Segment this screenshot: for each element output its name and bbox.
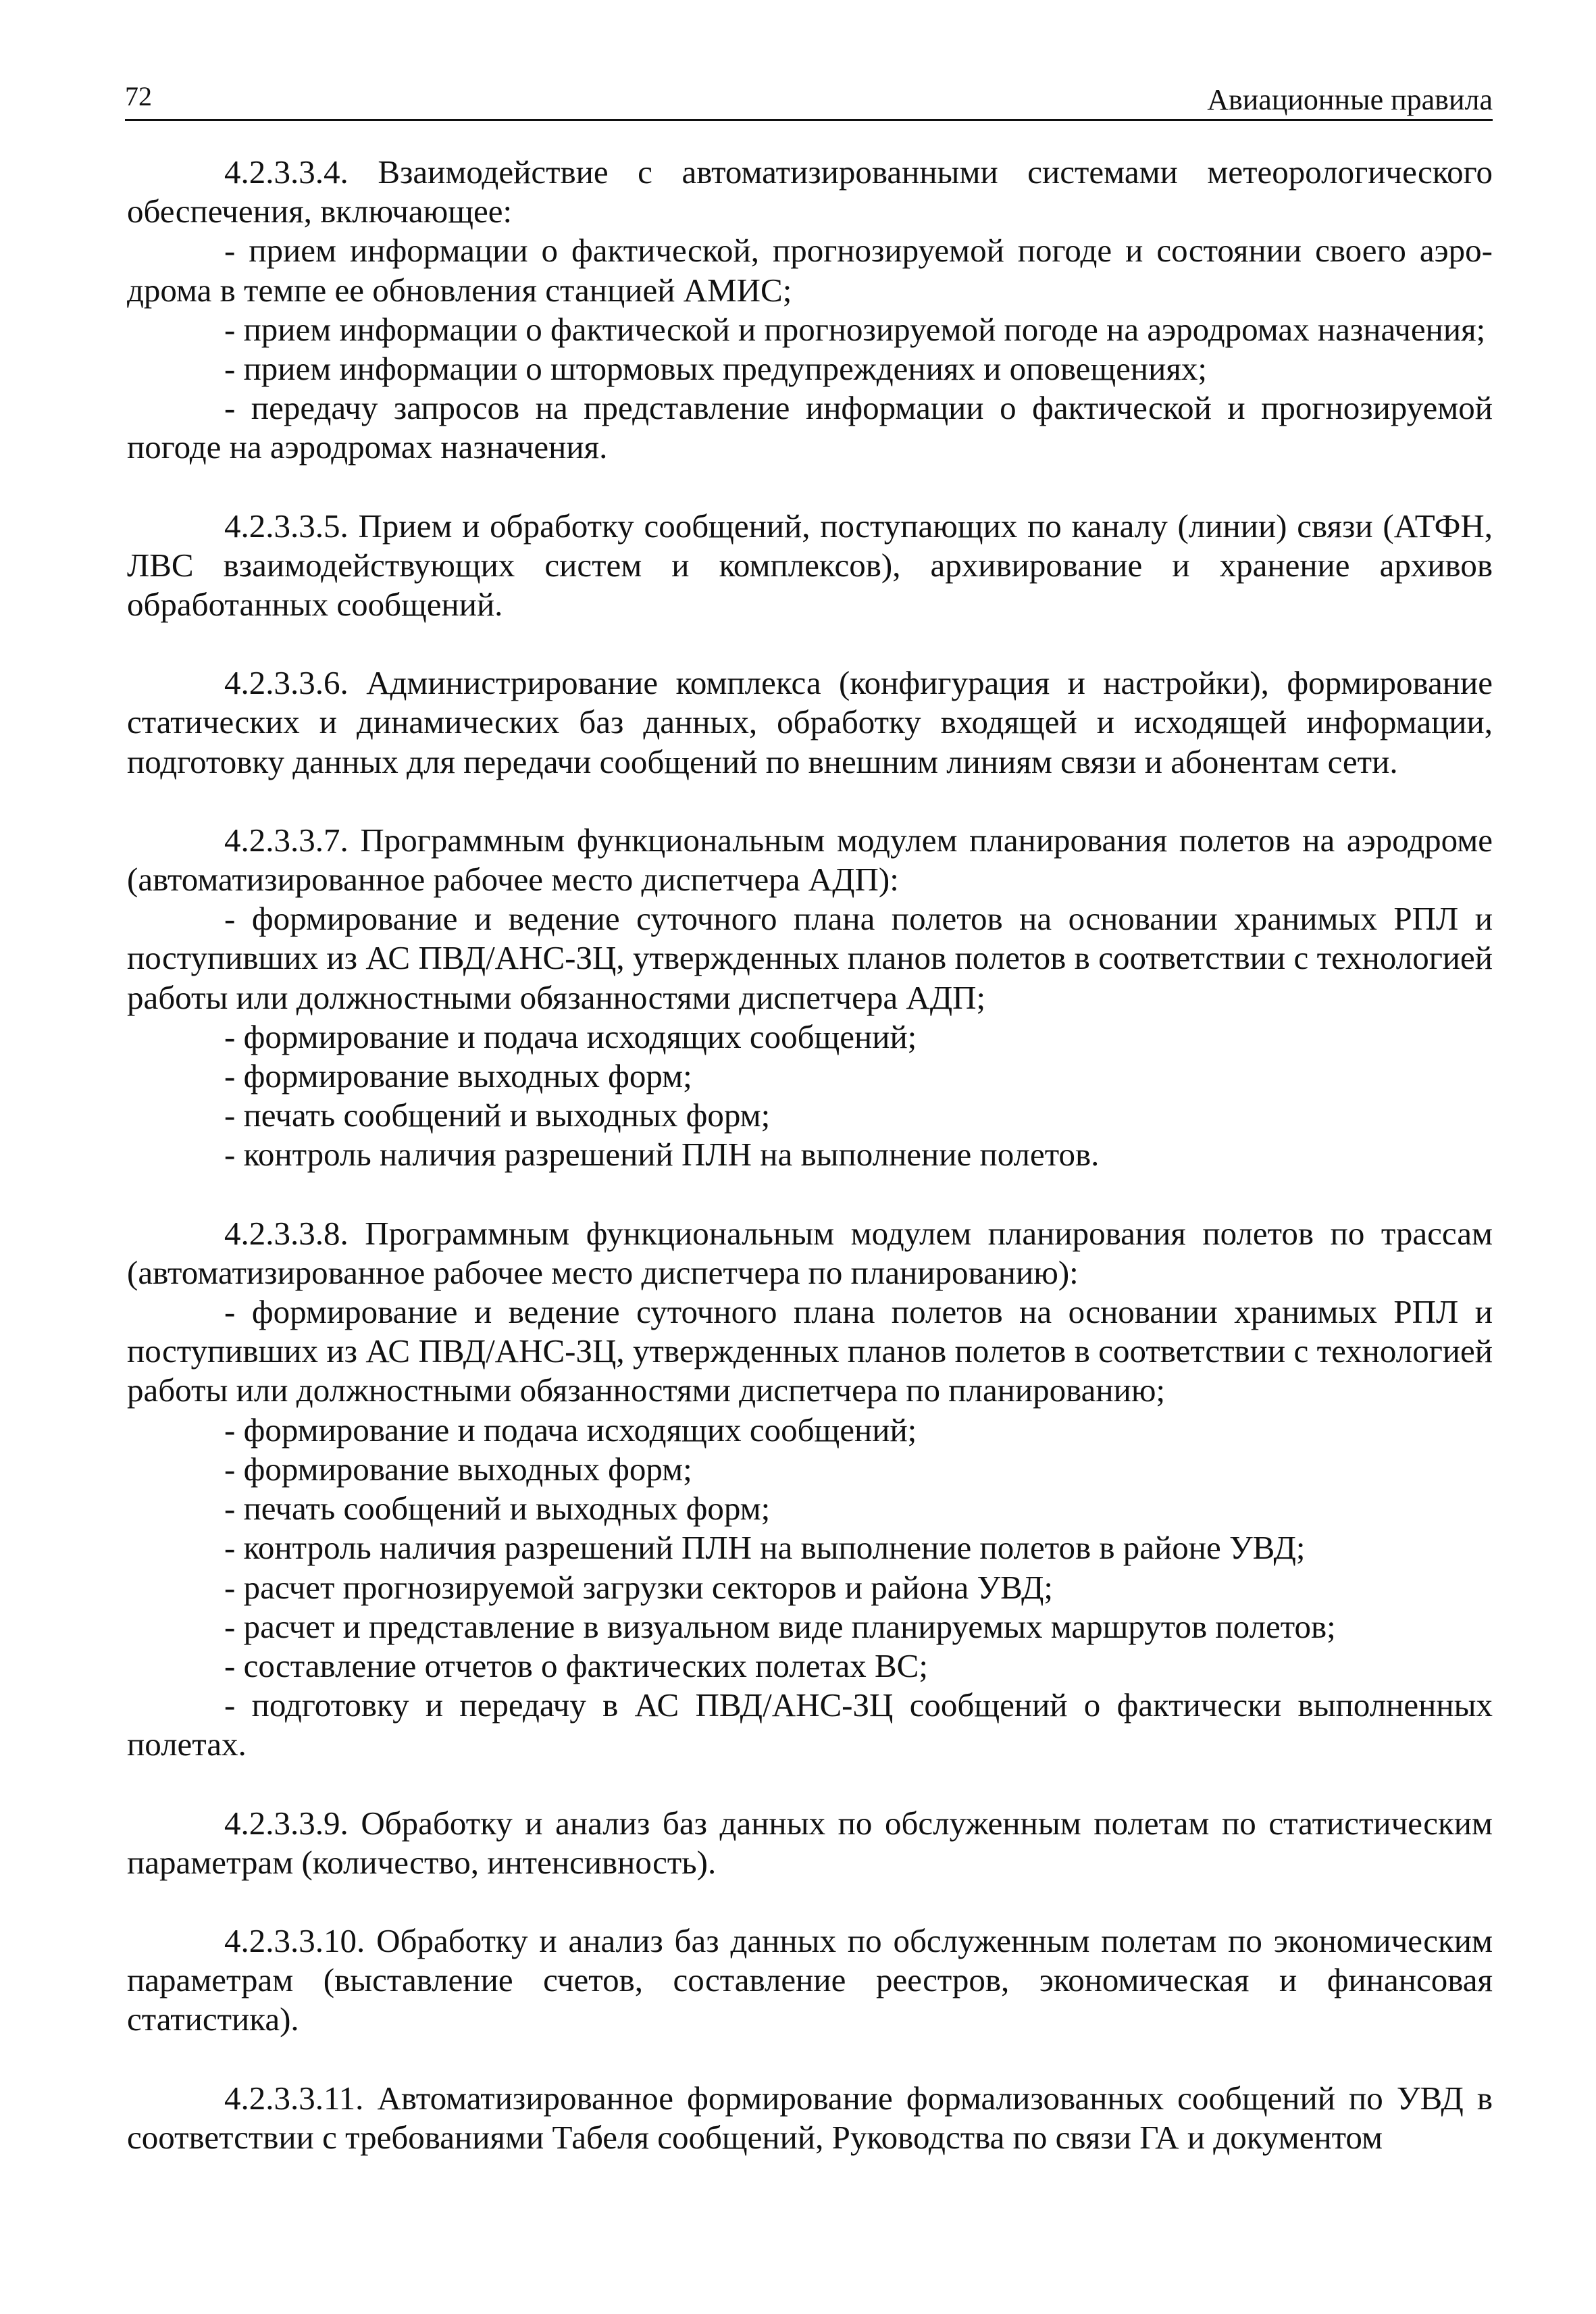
list-item: - прием информации о фактической и прогнозируемой погоде на аэродромах назначения; <box>224 310 1486 348</box>
document-body <box>127 153 1493 2157</box>
list-item: - составление отчетов о фактических полетах ВС; <box>224 1646 928 1684</box>
section-paragraph: 4.2.3.3.7. Программным функциональным модулем планирования полетов на аэродроме (автоматизированное рабочее место диспетчера АДП): <box>127 821 1493 899</box>
section-paragraph: 4.2.3.3.4. Взаимодействие с автоматизированными системами метеорологического обеспечения, включающее: <box>127 153 1493 230</box>
list-item: - формирование и ведение суточного плана полетов на основании хранимых РПЛ и поступивших из АС ПВД/АНС-ЗЦ, утвержденных планов полетов в соответствии с технологией работы или должностными обязанностями диспетчера АДП; <box>127 900 1493 1016</box>
section <box>127 507 1493 625</box>
section-paragraph: 4.2.3.3.6. Администрирование комплекса (конфигурация и настройки), формирование статических и динамических баз данных, обработку входящей и исходящей информации, подготовку данных для передачи сообщений по внешним линиям связи и абонентам сети. <box>127 664 1493 780</box>
section <box>127 663 1493 782</box>
list-item: - печать сообщений и выходных форм; <box>224 1490 771 1528</box>
page-header <box>125 80 1493 120</box>
list-item: - формирование и подача исходящих сообщений; <box>224 1017 917 1055</box>
header-rule <box>125 119 1493 121</box>
section <box>127 821 1493 1175</box>
list-item: - формирование выходных форм; <box>224 1057 692 1095</box>
list-item: - прием информации о штормовых предупреждениях и оповещениях; <box>224 350 1207 388</box>
list-item: - прием информации о фактической, прогнозируемой погоде и состоянии своего аэродрома в темпе ее обновления станцией АМИС; <box>127 232 1493 309</box>
section-paragraph: 4.2.3.3.10. Обработку и анализ баз данных по обслуженным полетам по экономическим параметрам (выставление счетов, составление реестров, экономическая и финансовая статистика). <box>127 1921 1493 2038</box>
list-item: - передачу запросов на представление информации о фактической и прогнозируемой погоде на аэродромах назначения. <box>127 389 1493 466</box>
section <box>127 2079 1493 2157</box>
list-item: - расчет прогнозируемой загрузки секторов и района УВД; <box>224 1568 1054 1606</box>
list-item: - расчет и представление в визуальном виде планируемых маршрутов полетов; <box>224 1607 1336 1645</box>
section-paragraph: 4.2.3.3.8. Программным функциональным модулем планирования полетов по трассам (автоматизированное рабочее место диспетчера по планированию): <box>127 1214 1493 1291</box>
list-item: - контроль наличия разрешений ПЛН на выполнение полетов в районе УВД; <box>224 1529 1306 1567</box>
section-paragraph: 4.2.3.3.11. Автоматизированное формирование формализованных сообщений по УВД в соответствии с требованиями Табеля сообщений, Руководства по связи ГА и документом <box>127 2079 1493 2156</box>
section-paragraph: 4.2.3.3.5. Прием и обработку сообщений, поступающих по каналу (линии) связи (АТФН, ЛВС взаимодействующих систем и комплексов), архивирование и хранение архивов обработанных сообщений. <box>127 507 1493 624</box>
list-item: - формирование и подача исходящих сообщений; <box>224 1411 917 1449</box>
section-paragraph: 4.2.3.3.9. Обработку и анализ баз данных по обслуженным полетам по статистическим параметрам (количество, интенсивность). <box>127 1804 1493 1881</box>
list-item: - формирование выходных форм; <box>224 1450 692 1488</box>
list-item: - контроль наличия разрешений ПЛН на выполнение полетов. <box>224 1136 1100 1174</box>
section <box>127 153 1493 468</box>
section <box>127 1214 1493 1765</box>
section <box>127 1804 1493 1882</box>
list-item: - печать сообщений и выходных форм; <box>224 1097 771 1134</box>
section <box>127 1921 1493 2040</box>
page-number: 72 <box>125 81 152 111</box>
list-item: - формирование и ведение суточного плана полетов на основании хранимых РПЛ и поступивших из АС ПВД/АНС-ЗЦ, утвержденных планов полетов в соответствии с технологией работы или должностными обязанностями диспетчера по планированию; <box>127 1293 1493 1409</box>
running-title: Авиационные правила <box>1207 83 1493 116</box>
list-item: - подготовку и передачу в АС ПВД/АНС-ЗЦ сообщений о фактически выполненных полетах. <box>127 1686 1493 1763</box>
